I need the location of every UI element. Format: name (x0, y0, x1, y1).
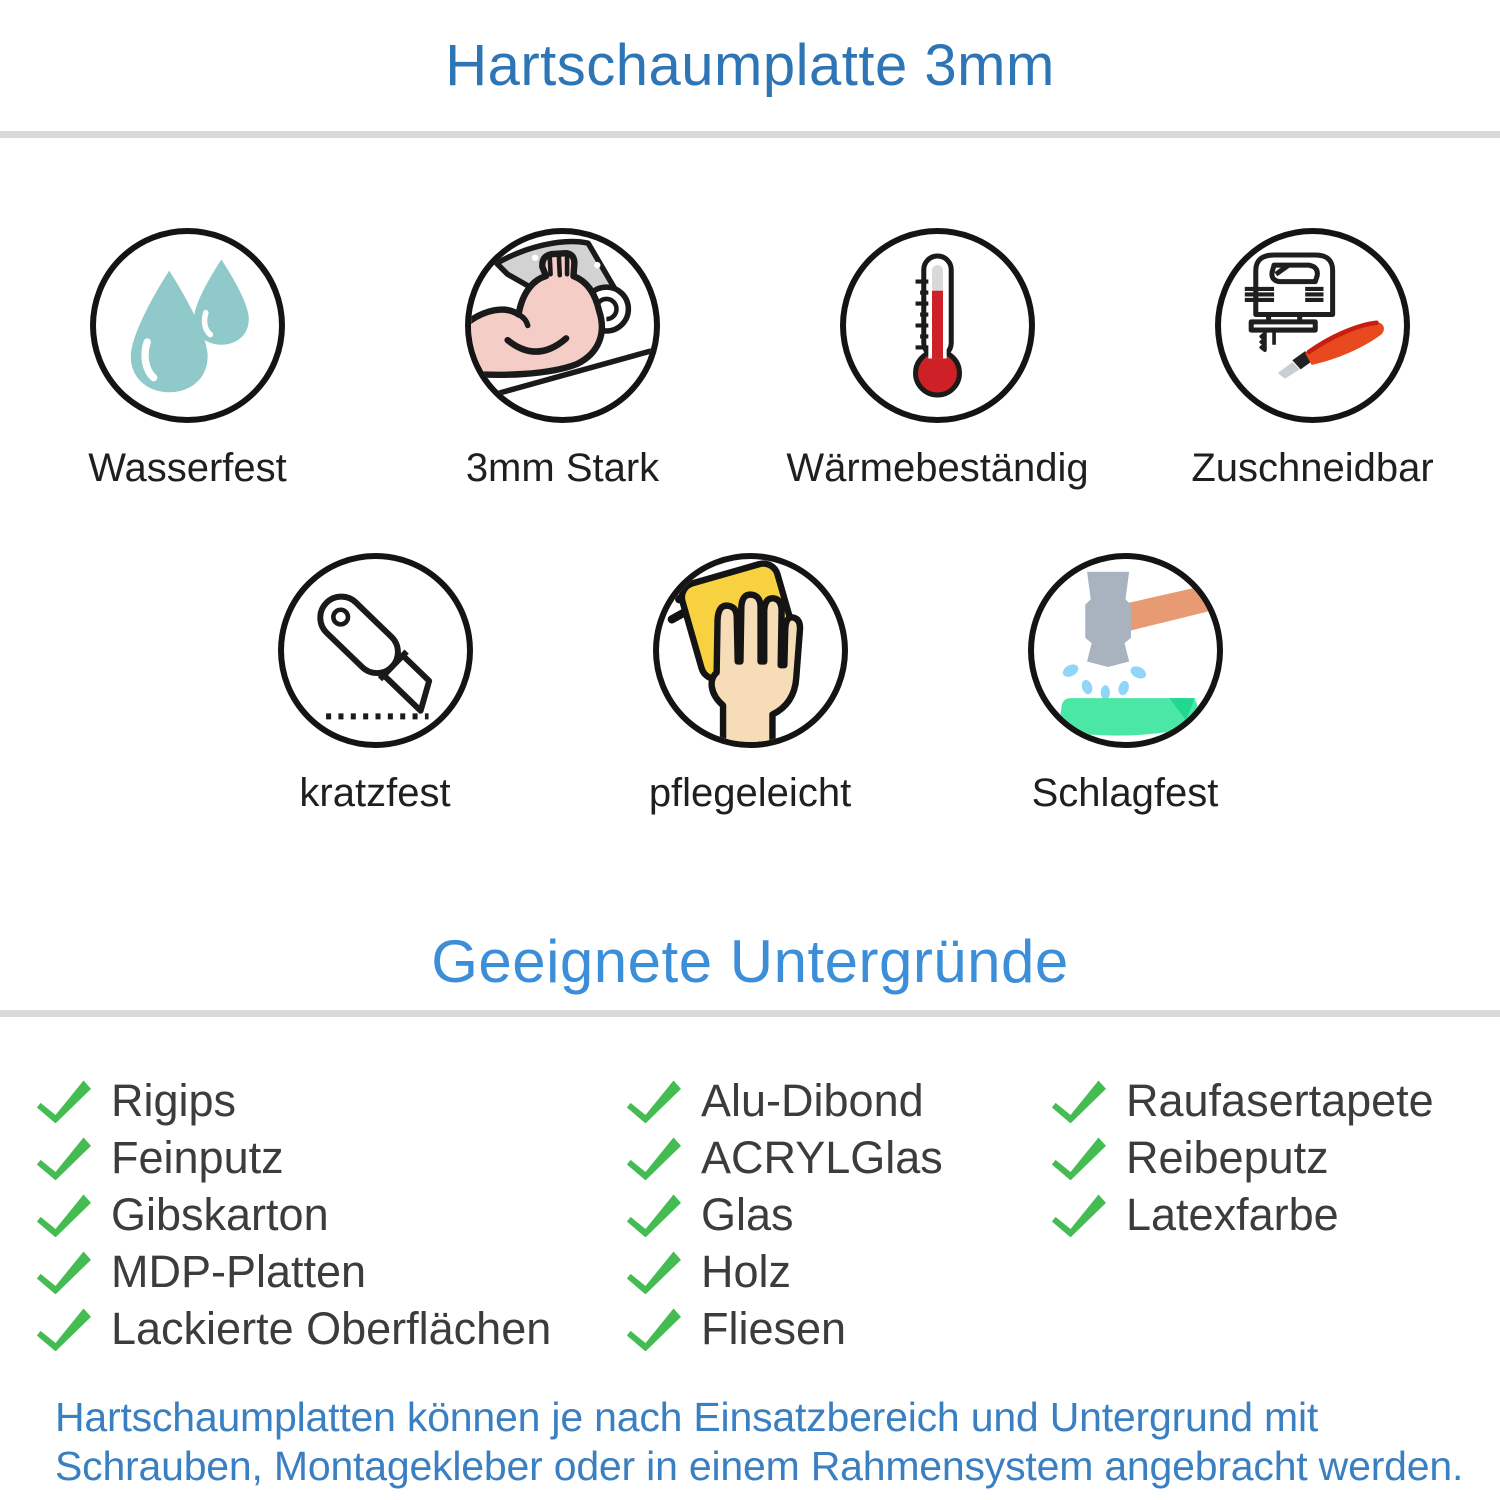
muscle-arm-icon (465, 228, 660, 423)
substrate-label: Glas (701, 1188, 794, 1240)
check-icon (35, 1136, 91, 1180)
feature-zuschneidbar (1125, 228, 1500, 491)
check-icon (625, 1136, 681, 1180)
substrate-item (625, 1186, 1050, 1243)
divider (0, 131, 1500, 138)
check-icon (1050, 1079, 1106, 1123)
feature-schlagfest (938, 553, 1313, 816)
substrate-label: Alu-Dibond (701, 1074, 924, 1126)
footer-line: Schrauben, Montagekleber oder in einem Rahmensystem angebracht werden. (55, 1443, 1464, 1489)
section-title-untergruende: Geeignete Untergründe (431, 928, 1069, 995)
utility-knife-icon (278, 553, 473, 748)
substrate-column-1 (35, 1072, 625, 1357)
footer-note (0, 1393, 1500, 1491)
substrate-column-2 (625, 1072, 1050, 1357)
footer-line: Hartschaumplatten können je nach Einsatzbereich und Untergrund mit (55, 1394, 1319, 1440)
check-icon (625, 1307, 681, 1351)
feature-label: Wasserfest (88, 446, 287, 490)
divider (0, 1010, 1500, 1017)
substrate-item (35, 1072, 625, 1129)
check-icon (625, 1250, 681, 1294)
feature-waermebestaendig (750, 228, 1125, 491)
cleaning-hand-icon (653, 553, 848, 748)
substrate-label: Rigips (111, 1074, 237, 1126)
feature-kratzfest (188, 553, 563, 816)
water-drops-icon (90, 228, 285, 423)
substrate-item (625, 1300, 1050, 1357)
feature-label: kratzfest (299, 771, 451, 815)
check-icon (1050, 1193, 1106, 1237)
feature-label: Zuschneidbar (1191, 446, 1434, 490)
check-icon (35, 1193, 91, 1237)
substrate-item (625, 1072, 1050, 1129)
substrate-label: Fliesen (701, 1302, 847, 1354)
feature-label: Wärmebeständig (786, 446, 1089, 490)
substrate-label: MDP-Platten (111, 1245, 367, 1297)
feature-wasserfest (0, 228, 375, 491)
hammer-icon (1028, 553, 1223, 748)
feature-row-2 (0, 553, 1500, 816)
substrate-item (1050, 1072, 1500, 1129)
substrate-item (35, 1129, 625, 1186)
feature-label: 3mm Stark (465, 446, 660, 490)
substrate-label: Gibskarton (111, 1188, 329, 1240)
substrate-item (1050, 1129, 1500, 1186)
substrate-item (35, 1186, 625, 1243)
substrate-item (625, 1243, 1050, 1300)
substrate-label: Raufasertapete (1126, 1074, 1434, 1126)
substrate-label: Reibeputz (1126, 1131, 1329, 1183)
jigsaw-icon (1215, 228, 1410, 423)
check-icon (1050, 1136, 1106, 1180)
feature-pflegeleicht (563, 553, 938, 816)
check-icon (625, 1079, 681, 1123)
substrate-label: Latexfarbe (1126, 1188, 1339, 1240)
substrate-item (35, 1300, 625, 1357)
substrate-label: Feinputz (111, 1131, 284, 1183)
thermometer-icon (840, 228, 1035, 423)
substrate-item (35, 1243, 625, 1300)
feature-label: Schlagfest (1031, 771, 1219, 815)
feature-row-1 (0, 228, 1500, 491)
substrate-item (1050, 1186, 1500, 1243)
substrate-label: Holz (701, 1245, 792, 1297)
page-title: Hartschaumplatte 3mm (445, 33, 1055, 98)
check-icon (35, 1250, 91, 1294)
check-icon (35, 1079, 91, 1123)
check-icon (35, 1307, 91, 1351)
substrate-column-3 (1050, 1072, 1500, 1357)
substrate-item (625, 1129, 1050, 1186)
substrate-label: ACRYLGlas (701, 1131, 943, 1183)
feature-label: pflegeleicht (648, 771, 852, 815)
substrate-checklist (0, 1072, 1500, 1357)
substrate-label: Lackierte Oberflächen (111, 1302, 552, 1354)
feature-3mm-stark (375, 228, 750, 491)
check-icon (625, 1193, 681, 1237)
